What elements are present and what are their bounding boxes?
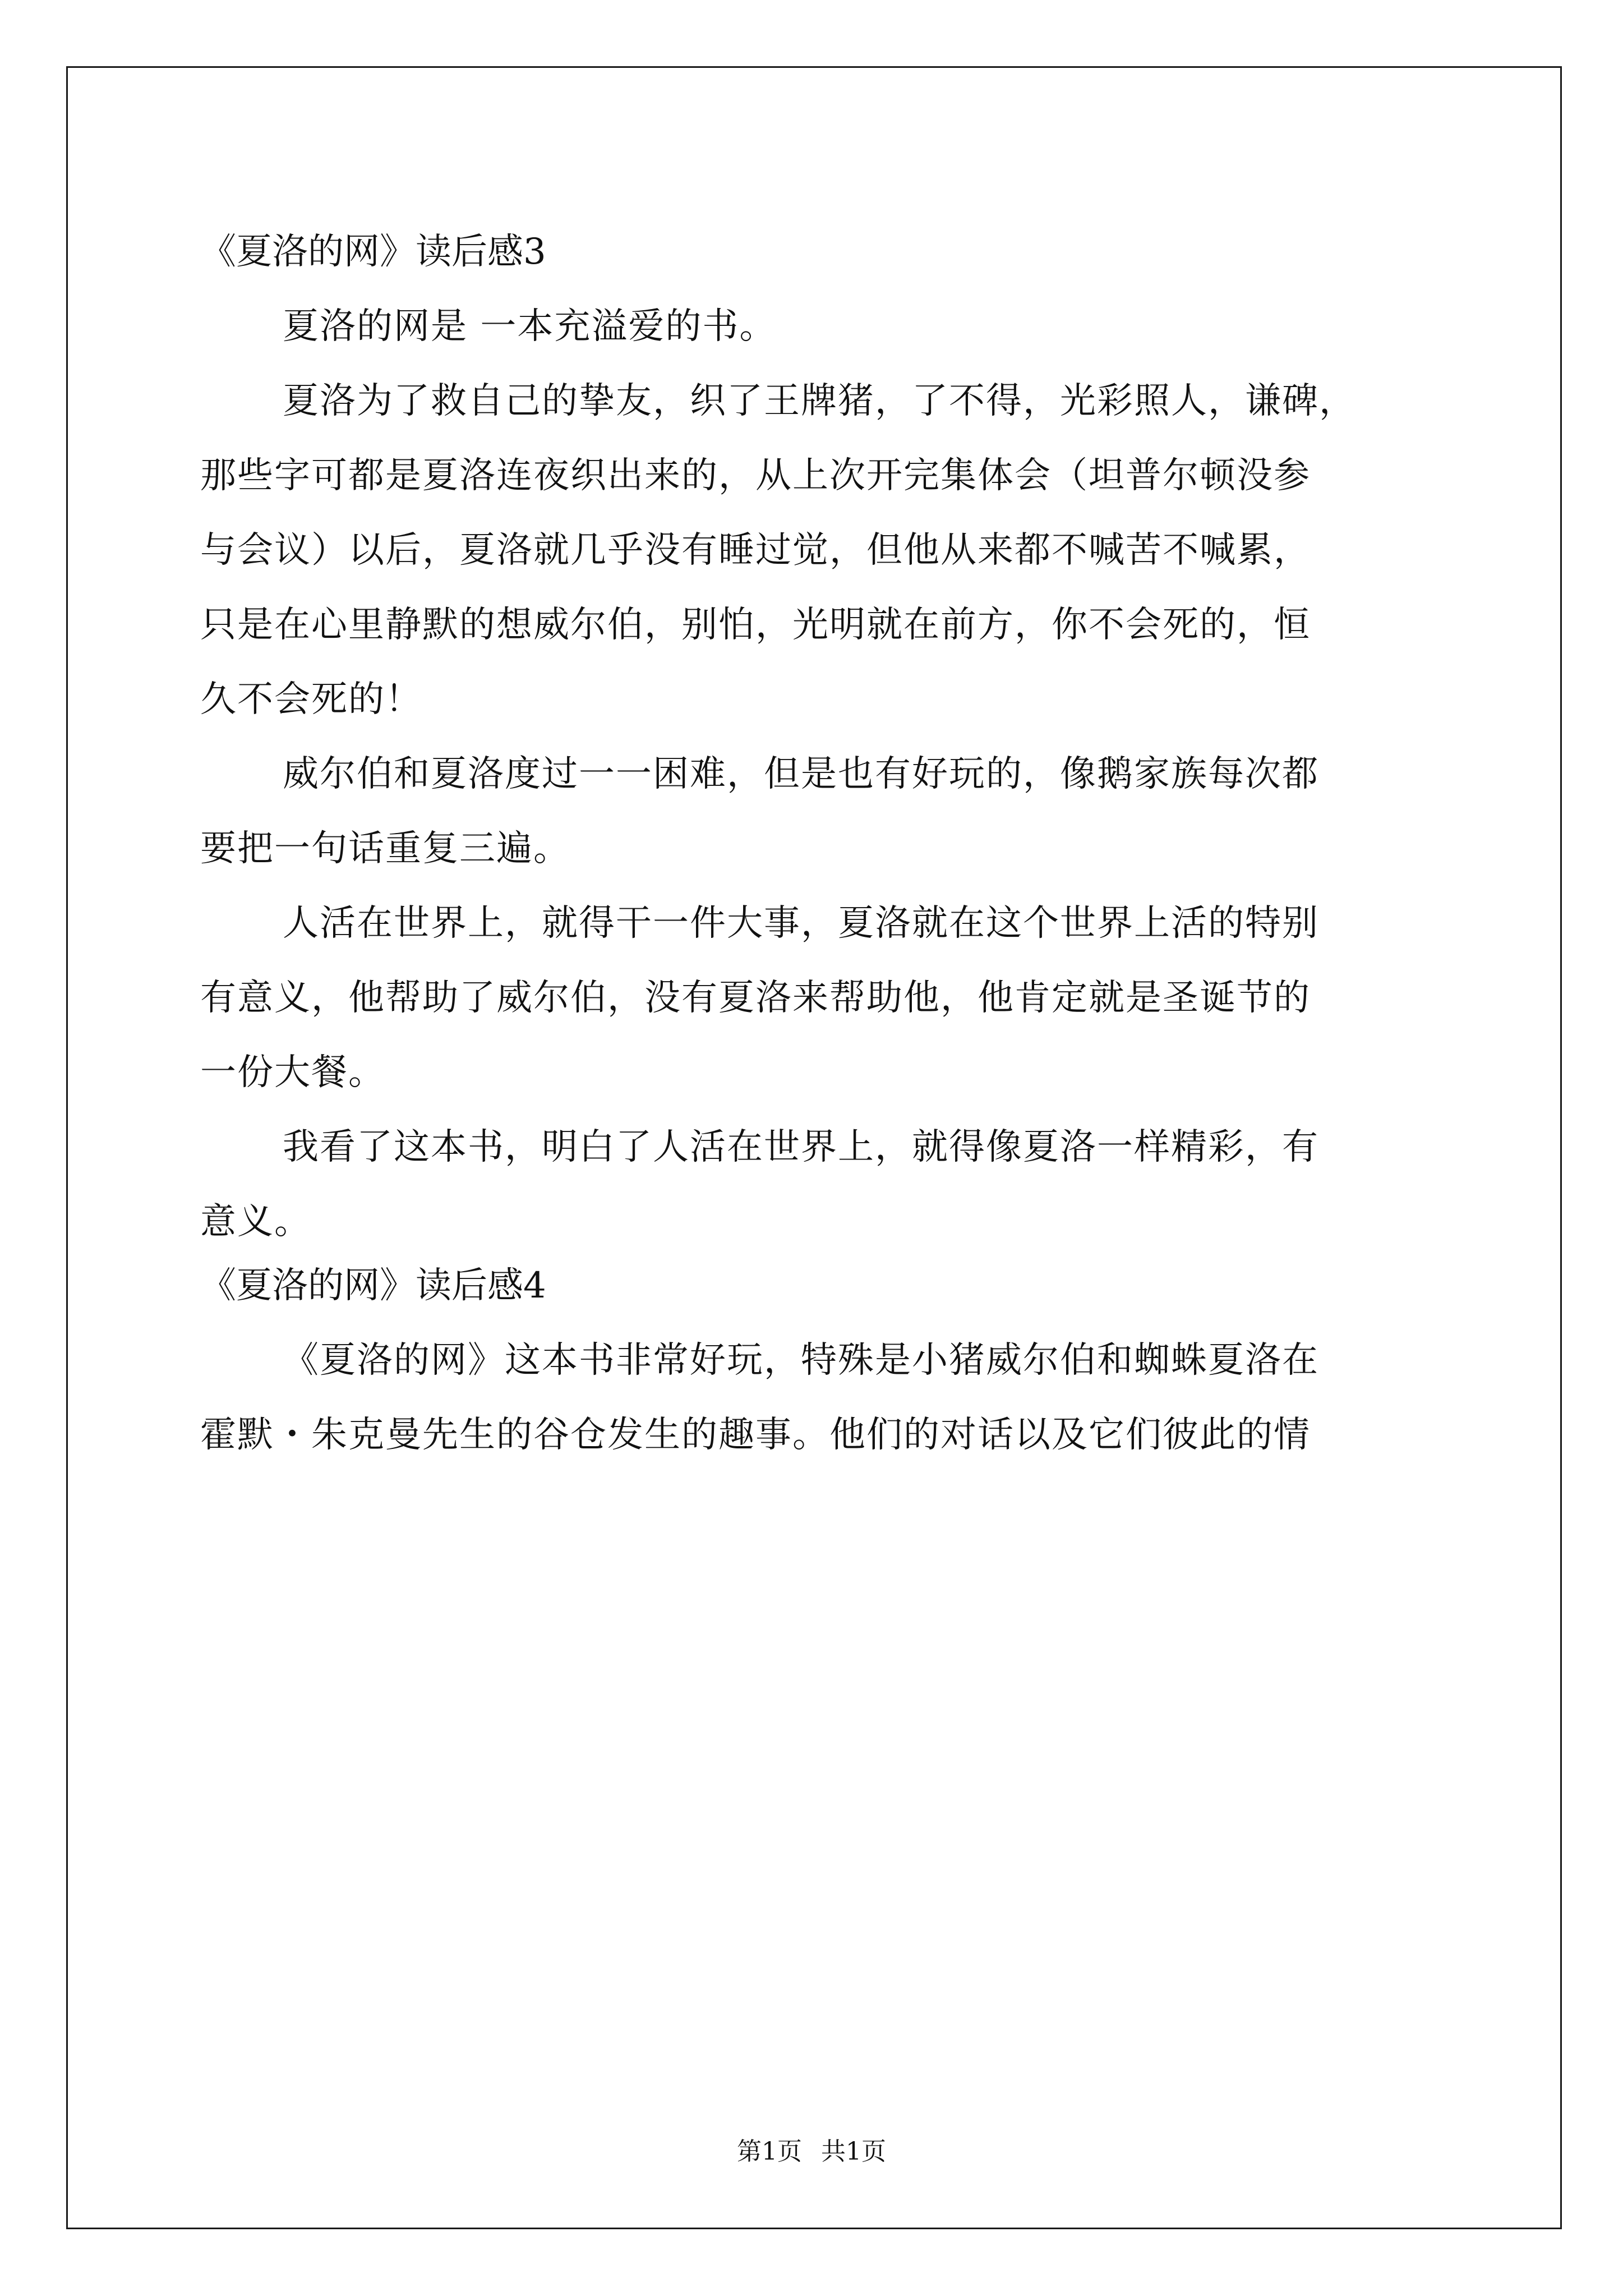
paragraph-line: 要把一句话重复三遍。 bbox=[200, 828, 570, 869]
section-title: 《夏洛的网》读后感3 bbox=[200, 231, 546, 273]
page-number: 第1页 bbox=[737, 2137, 802, 2166]
paragraph-line: 人活在世界上，就得干一件大事，夏洛就在这个世界上活的特别 bbox=[283, 903, 1319, 944]
paragraph-line: 久不会死的！ bbox=[200, 679, 422, 720]
paragraph-line: 《夏洛的网》这本书非常好玩，特殊是小猪威尔伯和蜘蛛夏洛在 bbox=[283, 1340, 1319, 1381]
paragraph-line: 霍默・朱克曼先生的谷仓发生的趣事。他们的对话以及它们彼此的情 bbox=[200, 1414, 1311, 1456]
paragraph-line: 一份大餐。 bbox=[200, 1052, 385, 1093]
paragraph-line: 夏洛为了救自己的挚友，织了王牌猪，了不得，光彩照人，谦碑， bbox=[283, 380, 1356, 422]
page-total: 共1页 bbox=[821, 2137, 886, 2166]
paragraph-line: 夏洛的网是 一本充溢爱的书。 bbox=[283, 306, 777, 347]
paragraph-line: 只是在心里静默的想威尔伯，别怕，光明就在前方，你不会死的，恒 bbox=[200, 604, 1311, 646]
paragraph-line: 那些字可都是夏洛连夜织出来的，从上次开完集体会（坦普尔顿没参 bbox=[200, 455, 1311, 496]
page-footer bbox=[0, 2136, 1623, 2168]
paragraph-line: 意义。 bbox=[200, 1201, 311, 1243]
paragraph-line: 有意义，他帮助了威尔伯，没有夏洛来帮助他，他肯定就是圣诞节的 bbox=[200, 977, 1311, 1019]
paragraph-line: 我看了这本书，明白了人活在世界上，就得像夏洛一样精彩，有 bbox=[283, 1126, 1319, 1168]
paragraph-line: 威尔伯和夏洛度过一一困难，但是也有好玩的，像鹅家族每次都 bbox=[283, 753, 1319, 795]
paragraph-line: 与会议）以后，夏洛就几乎没有睡过觉，但他从来都不喊苦不喊累， bbox=[200, 530, 1311, 571]
section-title: 《夏洛的网》读后感4 bbox=[200, 1265, 546, 1306]
